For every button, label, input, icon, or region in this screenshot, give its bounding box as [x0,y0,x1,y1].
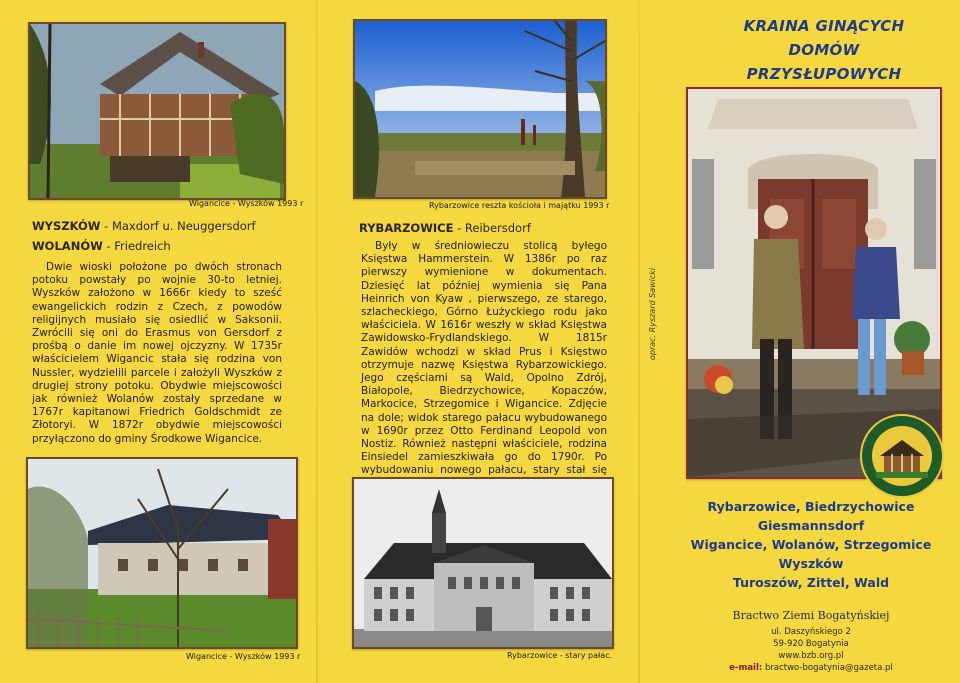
paragraph: Były w średniowieczu stolicą byłego Księstwa Hammerstein. W 1386r po raz pierwszy wymienione w dokumentach. Dziesięć lat później wymienia się Pana Heinrich von Kyaw , pierwszego, ze starego, szlacheckiego, Górno Łużyckiego rodu jako właściciela. W 1616r weszły w skład Księstwa Zawidowsko-Frydlandskiego. W 1815r Zawidów wchodzi w skład Prus i Księstwo otrzymuje nazwę Księstwa Rybarzowickiego. Jego częściami są Wald, Opolno Zdrój, Białopole, Biedrzychowice, Kopaczów, Markocice, Strzegomice i Wigancice. Zdjęcie na dole; widok starego pałacu wybudowanego w 1690r przez Otto Ferdinand Leopold von Nostiz. Również następni właściciele, rodzina Einsiedel zamieszkiwała go do 1790r. Po wybudowaniu nowego pałacu, stary stał się [361,240,607,477]
places-line: Wyszków [778,556,844,571]
section-heading [359,221,531,235]
german-name: - Reibersdorf [453,221,531,235]
bractwo-logo-badge [860,414,944,498]
email-link[interactable]: bractwo-bogatynia@gazeta.pl [765,663,893,673]
fold-line [316,0,318,683]
address-postal: 59-920 Bogatynia [773,639,849,649]
places-list [680,497,942,592]
places-line: Giesmannsdorf [757,518,865,533]
photo-caption: Wigancice - Wyszków 1993 r [186,652,301,661]
title-line: PRZYSŁUPOWYCH [746,65,902,83]
places-line: Turoszów, Zittel, Wald [732,575,890,590]
section-heading [32,239,171,253]
german-name: - Maxdorf u. Neuggersdorf [100,219,256,233]
photo-caption: Wigancice - Wyszków 1993 r [189,199,304,208]
address-street: ul. Daszyńskiego 2 [771,627,851,637]
photo-old-palace [352,477,614,649]
photo-caption: Rybarzowice reszta kościoła i majątku 1993 r [429,201,610,210]
photo-timber-house [28,22,286,200]
place-name: WYSZKÓW [32,219,101,233]
photo-houses-garden [26,457,298,649]
section-heading [32,219,256,233]
places-line: Rybarzowice, Biedrzychowice [707,499,915,514]
fold-line [638,0,640,683]
organization-name: Bractwo Ziemi Bogatyńskiej [732,609,890,622]
paragraph: Dwie wioski położone po dwóch stronach potoku powstały po wojnie 30-to letniej. Wyszków założono w 1666r kiedy to sześć ewangelickich rodzin z Czech, z powodów religijnych musiało się osiedlić w Saksonii. Zwrócili się oni do Erasmus von Gersdorf z prośbą o danie im nowej ojczyzny. W 1735r właścicielem Wigancic stała się rodzina von Nussler, wydzielili parcele i założyli Wyszków z drugiej strony potoku. Obydwie miejscowości jak również Wolanów zostały sprzedane w 1767r kapitanowi Friedrich Goldschmidt ze Złotoryi. W 1872r obydwie miejscowości przyłączono do gminy Środkowe Wigancice. [32,261,282,445]
place-name: RYBARZOWICE [359,221,454,235]
body-text [32,261,282,446]
website-link[interactable]: www.bzb.org.pl [778,651,844,661]
title-line: KRAINA GINĄCYCH DOMÓW [743,17,905,59]
places-line: Wigancice, Wolanów, Strzegomice [690,537,932,552]
german-name: - Friedreich [102,239,171,253]
email-label: e-mail: [729,663,763,673]
photo-church-ruins [353,19,607,199]
place-name: WOLANÓW [32,239,103,253]
author-credit: oprac. Ryszard Sawicki [648,267,657,360]
photo-caption: Rybarzowice - stary pałac. [507,651,613,660]
brochure-title [706,14,942,86]
body-text [361,240,607,491]
email-line [680,663,942,673]
